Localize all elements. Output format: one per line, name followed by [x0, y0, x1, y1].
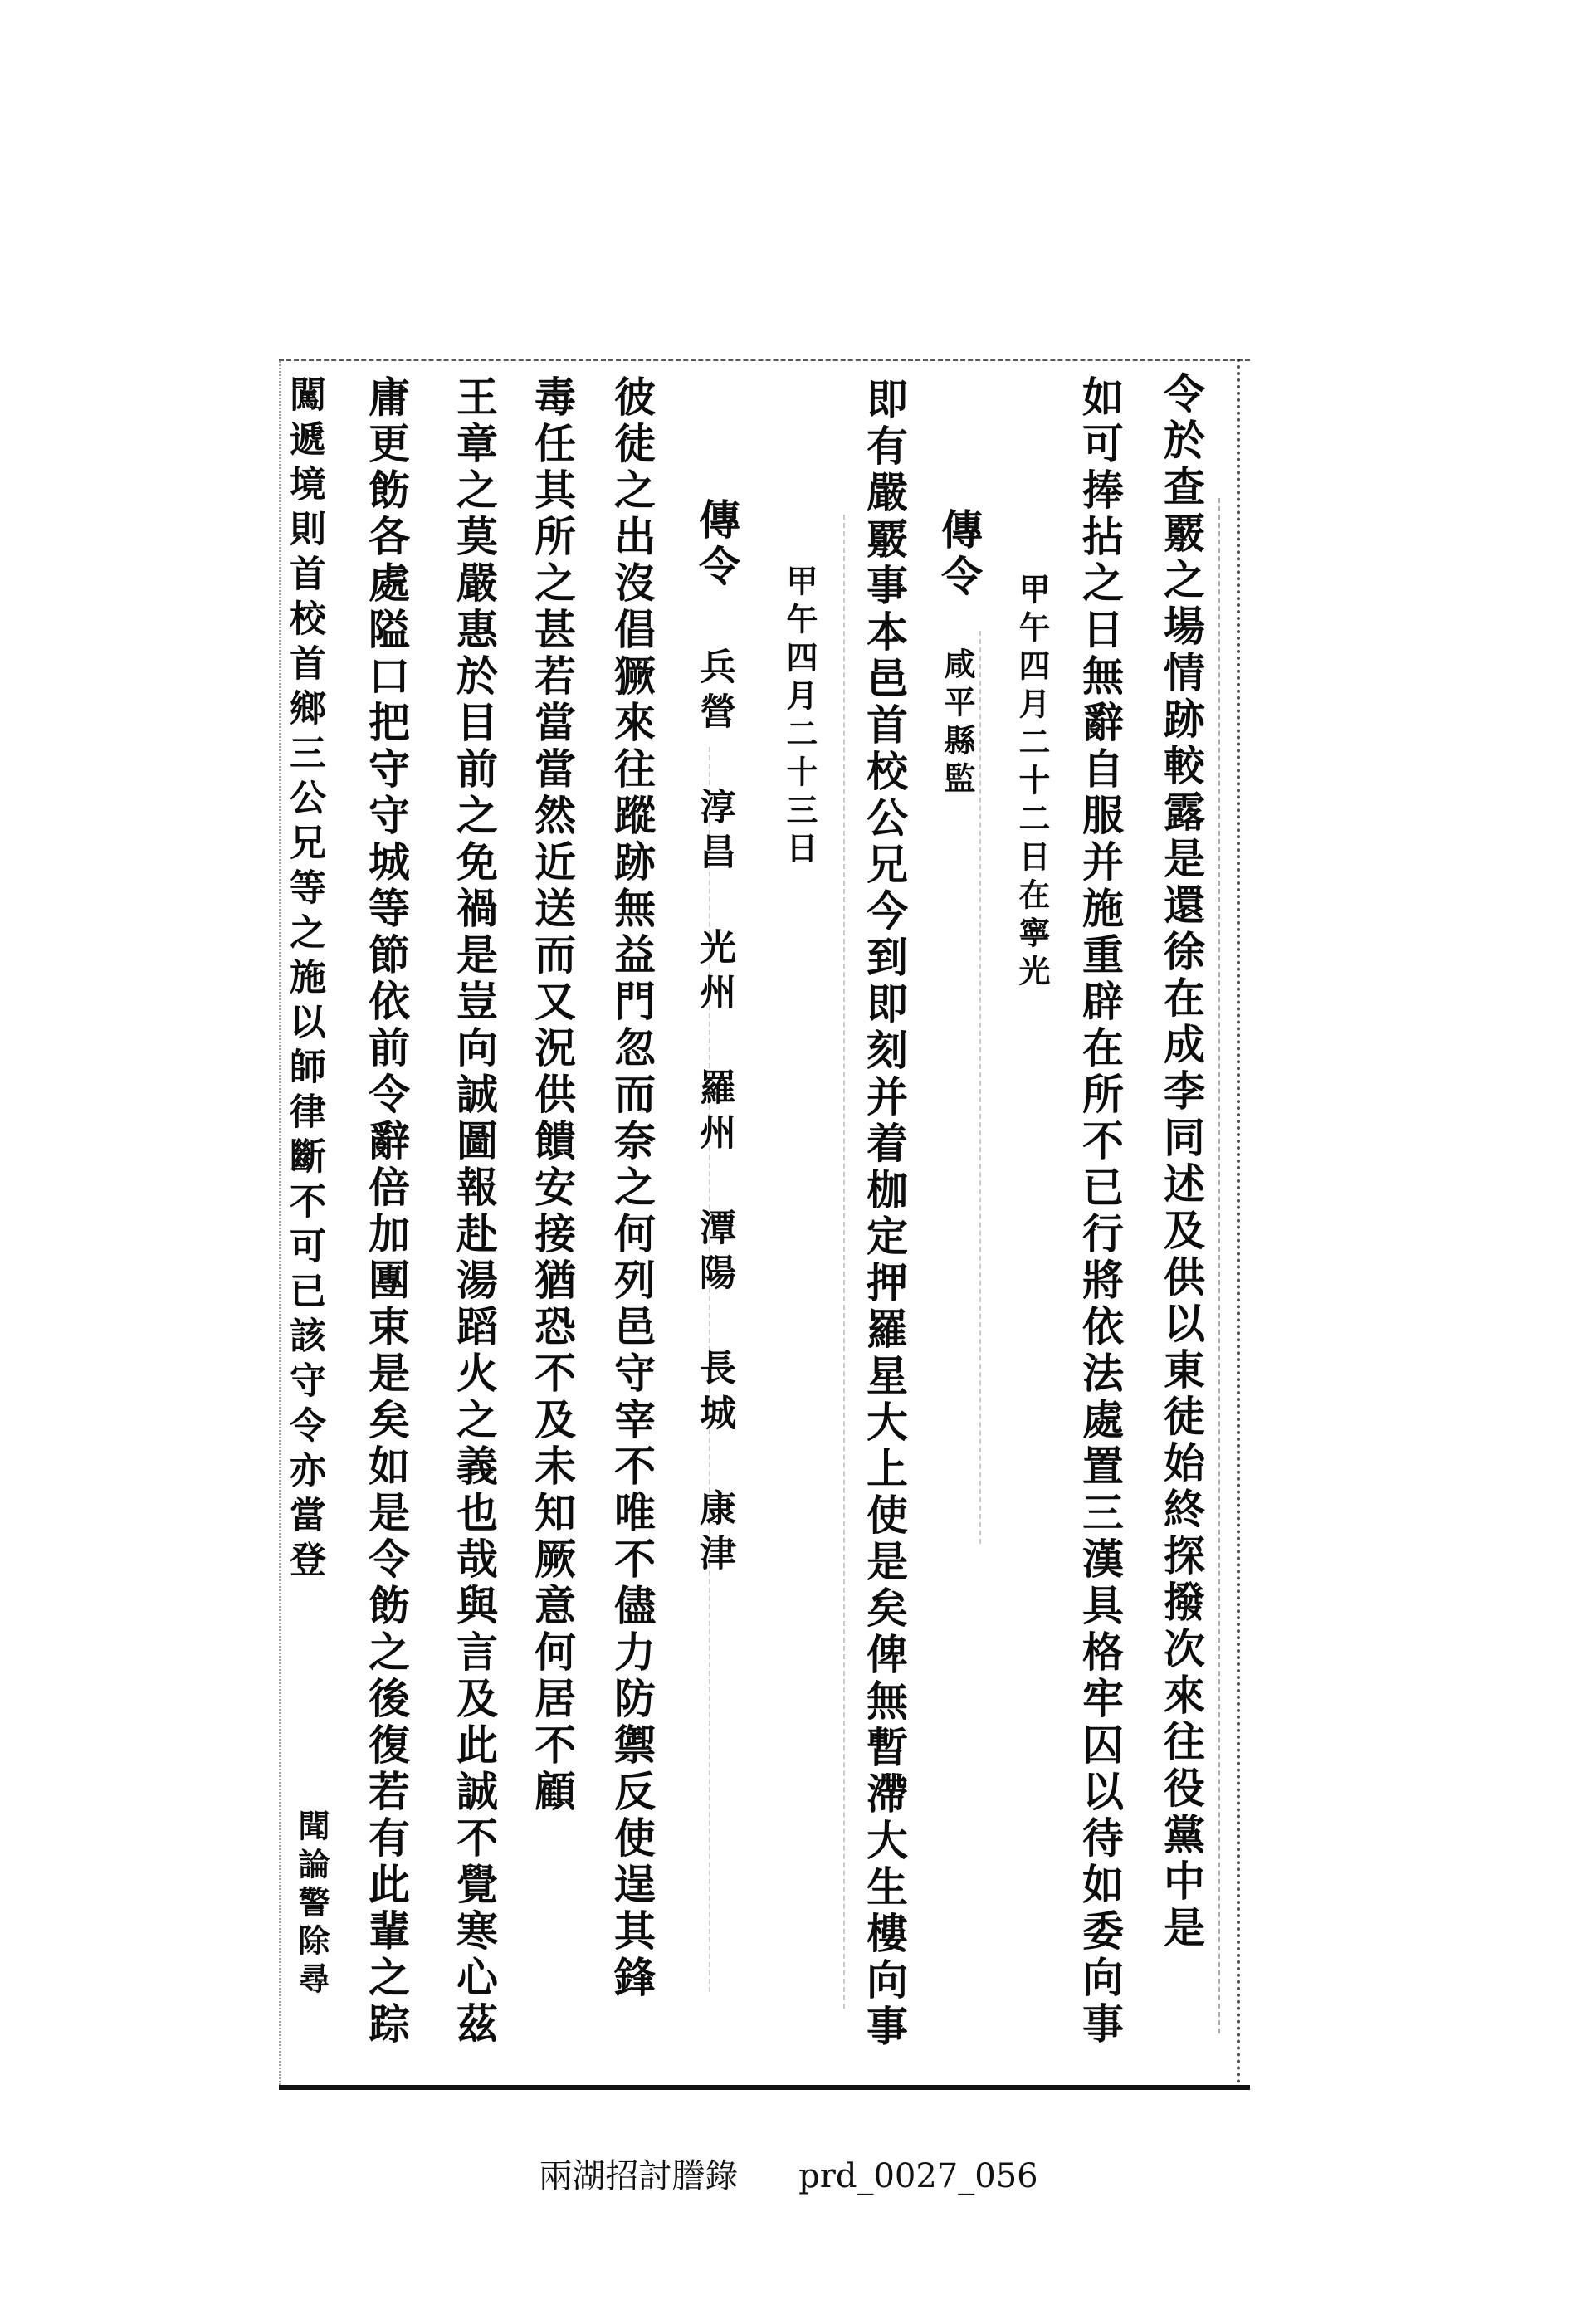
- text-column-7: 庸更飭各處隘口把守守城等節依前令辭倍加團束是矣如是令飭之後復若有此輩之踪: [362, 375, 411, 2048]
- caption-code: prd_0027_056: [798, 2157, 1038, 2195]
- recipient-column: 兵營 淳昌 光州 羅州 潭陽 長城 康津: [693, 647, 735, 1579]
- frame-right-border: [1237, 359, 1240, 2085]
- text-column-3: 即有嚴覈事本邑首校公兄今到即刻并着枷定押羅星大上使是矣俾無暫滯大生樓向事: [860, 378, 909, 2051]
- frame-left-border: [279, 359, 281, 2085]
- frame-top-border: [279, 359, 1250, 361]
- heading-column: 傳令: [935, 508, 984, 601]
- date-column: 甲午四月二十三日: [781, 564, 818, 870]
- column-rule: [843, 515, 845, 2009]
- page-caption: [0, 2150, 1577, 2197]
- recipient-column: 咸平縣監: [939, 647, 976, 800]
- text-column-8: 闖遞境則首校首鄉三公兄等之施以師律斷不可已該守令亦當登: [283, 375, 325, 1585]
- text-column-9: 聞論警除尋: [293, 1809, 330, 2000]
- text-column-5: 毒任其所之甚若當當然近送而又況供饋安接猶恐不及未知厥意何居不顧: [528, 375, 577, 1816]
- column-rule: [979, 631, 981, 1544]
- text-column-6: 王章之莫嚴惠於目前之免禍是豈向誠圖報赴湯蹈火之義也哉與言及此誠不覺寒心茲: [450, 375, 499, 2048]
- caption-title: 兩湖招討謄錄: [539, 2157, 739, 2195]
- heading-column: 傳令: [692, 498, 741, 591]
- text-column-2: 如可捧拈之日無辭自服并施重辟在所不已行將依法處置三漢具格牢囚以待如委向事: [1076, 375, 1125, 2048]
- text-column-4: 彼徒之出沒倡獗來往蹤跡無益門忽而奈之何列邑守宰不唯不儘力防禦反使逞其鋒: [608, 375, 657, 2002]
- frame-bottom-border: [279, 2085, 1250, 2090]
- text-column-1: 令於查覈之場情跡較露是還徐在成李同述及供以東徒始終探撥次來往役黨中是: [1157, 372, 1206, 1952]
- date-column: 甲午四月二十二日在寧光: [1013, 573, 1051, 993]
- frame-inner-rule: [1218, 498, 1220, 2034]
